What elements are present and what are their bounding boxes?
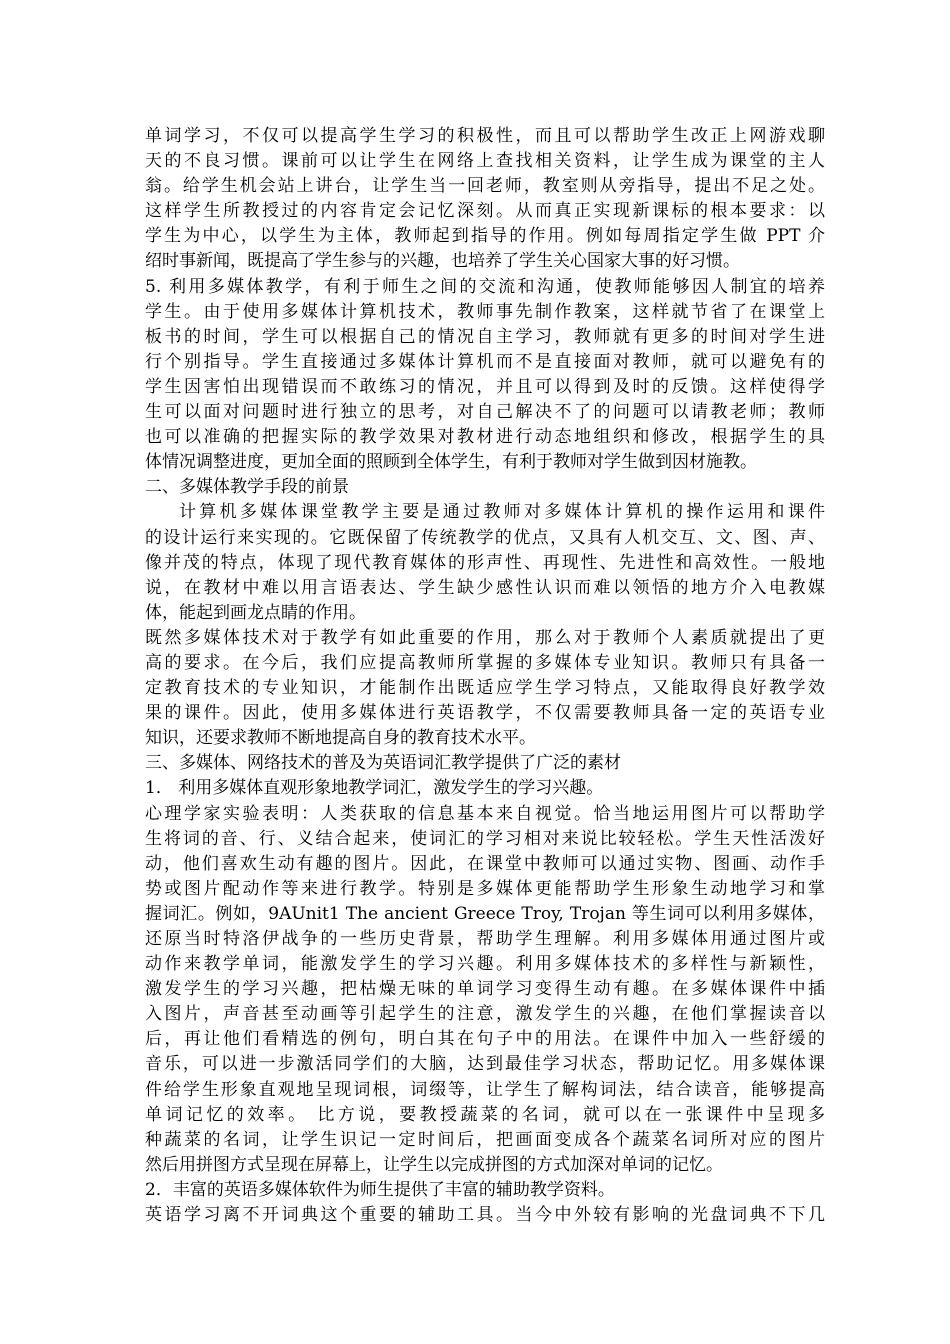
- text-line: 然后用拼图方式呈现在屏幕上，让学生以完成拼图的方式加深对单词的记忆。: [145, 1154, 723, 1175]
- text-line: 像并茂的特点，体现了现代教育媒体的形声性、再现性、先进性和高效性。一般地: [145, 552, 825, 573]
- text-line: 天的不良习惯。课前可以让学生在网络上查找相关资料，让学生成为课堂的主人: [145, 151, 825, 172]
- text-line: 果的课件。因此，使用多媒体进行英语教学，不仅需要教师具备一定的英语专业: [145, 703, 825, 724]
- text-line: 单词学习，不仅可以提高学生学习的积极性，而且可以帮助学生改正上网游戏聊: [145, 126, 825, 146]
- text-line: 心理学家实验表明：人类获取的信息基本来自视觉。恰当地运用图片可以帮助学: [145, 803, 825, 824]
- text-line: 行个别指导。学生直接通过多媒体计算机而不是直接面对教师，就可以避免有的: [145, 351, 825, 372]
- text-line: 势或图片配动作等来进行教学。特别是多媒体更能帮助学生形象生动地学习和掌: [145, 878, 825, 899]
- text-line: 5. 利用多媒体教学，有利于师生之间的交流和沟通，使教师能够因人制宜的培养: [145, 276, 825, 297]
- text-line: 体情况调整进度，更加全面的照顾到全体学生，有利于教师对学生做到因材施教。: [145, 452, 757, 473]
- text-line: 单词记忆的效率。 比方说，要教授蔬菜的名词，就可以在一张课件中呈现多: [145, 1104, 825, 1125]
- text-line: 2．丰富的英语多媒体软件为师生提供了丰富的辅助教学资料。: [145, 1179, 615, 1200]
- text-line: 既然多媒体技术对于教学有如此重要的作用，那么对于教师个人素质就提出了更: [145, 627, 825, 648]
- text-line: 说，在教材中难以用言语表达、学生缺少感性认识而难以领悟的地方介入电教媒: [145, 577, 825, 598]
- text-line: 生可以面对问题时进行独立的思考，对自己解决不了的问题可以请教老师；教师: [145, 402, 825, 423]
- text-line: 知识，还要求教师不断地提高自身的教育技术水平。: [145, 728, 536, 749]
- text-line: 体，能起到画龙点睛的作用。: [145, 602, 366, 623]
- text-line: 学生为中心，以学生为主体，教师起到指导的作用。例如每周指定学生做 PPT 介: [145, 226, 825, 247]
- text-line: 还原当时特洛伊战争的一些历史背景，帮助学生理解。利用多媒体用通过图片或: [145, 929, 825, 949]
- text-line: 动，他们喜欢生动有趣的图片。因此，在课堂中教师可以通过实物、图画、动作手: [145, 853, 825, 874]
- text-line: 三、多媒体、网络技术的普及为英语词汇教学提供了广泛的素材: [145, 753, 621, 774]
- text-line: 高的要求。在今后，我们应提高教师所掌握的多媒体专业知识。教师只有具备一: [145, 652, 825, 673]
- text-line: 的设计运行来实现的。它既保留了传统教学的优点，又具有人机交互、文、图、声、: [145, 527, 825, 548]
- text-line: 绍时事新闻，既提高了学生参与的兴趣，也培养了学生关心国家大事的好习惯。: [145, 251, 740, 272]
- text-line: 生将词的音、行、义结合起来，使词汇的学习相对来说比较轻松。学生天性活泼好: [145, 828, 825, 849]
- text-line: 二、多媒体教学手段的前景: [145, 477, 349, 498]
- text-line: 学生。由于使用多媒体计算机技术，教师事先制作教案，这样就节省了在课堂上: [145, 301, 825, 322]
- text-line: 1． 利用多媒体直观形象地教学词汇，激发学生的学习兴趣。: [145, 778, 604, 799]
- text-line: 定教育技术的专业知识，才能制作出既适应学生学习特点，又能取得良好教学效: [145, 678, 825, 699]
- text-line: 入图片，声音甚至动画等引起学生的注意，激发学生的兴趣，在他们掌握读音以: [145, 1004, 825, 1025]
- text-line: 动作来教学单词，能激发学生的学习兴趣。利用多媒体技术的多样性与新颖性，: [145, 954, 825, 975]
- text-line: 件给学生形象直观地呈现词根，词缀等，让学生了解构词法，结合读音，能够提高: [145, 1079, 825, 1100]
- text-line: 翁。给学生机会站上讲台，让学生当一回老师，教室则从旁指导，提出不足之处。: [145, 176, 825, 197]
- text-line: 后，再让他们看精选的例句，明白其在句子中的用法。在课件中加入一些舒缓的: [145, 1029, 825, 1050]
- text-line: 板书的时间，学生可以根据自己的情况自主学习，教师就有更多的时间对学生进: [145, 326, 825, 347]
- text-line: 激发学生的学习兴趣，把枯燥无味的单词学习变得生动有趣。在多媒体课件中插: [145, 979, 825, 1000]
- text-line: 学生因害怕出现错误而不敢练习的情况，并且可以得到及时的反馈。这样使得学: [145, 376, 825, 397]
- text-line: 种蔬菜的名词，让学生识记一定时间后，把画面变成各个蔬菜名词所对应的图片: [145, 1129, 825, 1150]
- text-line: 也可以准确的把握实际的教学效果对教材进行动态地组织和修改，根据学生的具: [145, 427, 825, 448]
- text-line: 英语学习离不开词典这个重要的辅助工具。当今中外较有影响的光盘词典不下几: [145, 1205, 825, 1226]
- text-line: 音乐，可以进一步激活同学们的大脑，达到最佳学习状态，帮助记忆。用多媒体课: [145, 1054, 825, 1075]
- text-line: 这样学生所教授过的内容肯定会记忆深刻。从而真正实现新课标的根本要求：以: [145, 201, 825, 222]
- document-body: [145, 124, 825, 1228]
- text-line: 握词汇。例如，9AUnit1 The ancient Greece Troy, Trojan 等生词可以利用多媒体，: [145, 903, 825, 924]
- text-line: 计算机多媒体课堂教学主要是通过教师对多媒体计算机的操作运用和课件: [179, 502, 825, 523]
